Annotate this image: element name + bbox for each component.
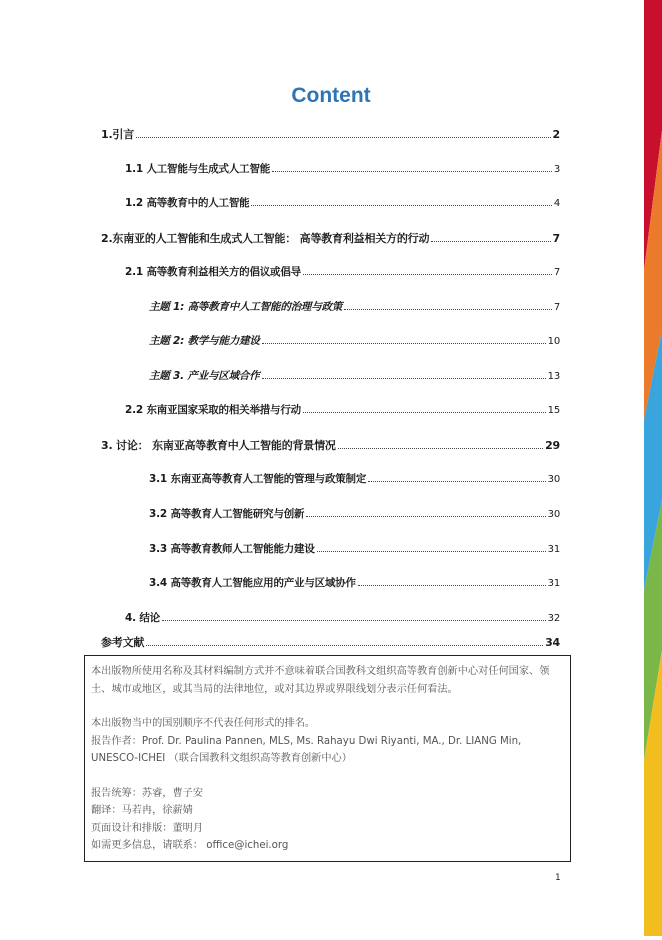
toc-entry-page: 34 <box>545 636 560 649</box>
toc-entry[interactable] <box>125 264 560 279</box>
toc-entry-label: 3.4 高等教育人工智能应用的产业与区域协作 <box>149 577 356 589</box>
toc-entry-label: 3. 讨论： 东南亚高等教育中人工智能的背景情况 <box>101 439 336 452</box>
toc-entry[interactable] <box>125 610 560 625</box>
toc-entry-label: 主题 3. 产业与区域合作 <box>149 370 260 382</box>
toc-entry[interactable] <box>101 634 560 650</box>
toc-entry-page: 2 <box>552 128 560 141</box>
page-number: 1 <box>555 873 561 883</box>
toc-entry-label: 1.1 人工智能与生成式人工智能 <box>125 163 271 175</box>
toc-leader <box>272 171 552 172</box>
toc-leader <box>306 516 545 517</box>
toc-leader <box>262 378 546 379</box>
toc-entry-page: 31 <box>547 578 560 589</box>
toc-entry-page: 29 <box>545 439 560 452</box>
toc-leader <box>303 412 546 413</box>
toc-entry-page: 13 <box>547 371 560 382</box>
ranking-note: 本出版物当中的国别顺序不代表任何形式的排名。 <box>91 718 316 729</box>
toc-entry-label: 2.2 东南亚国家采取的相关举措与行动 <box>125 404 301 416</box>
toc-entry-label: 3.1 东南亚高等教育人工智能的管理与政策制定 <box>149 473 367 485</box>
toc-entry[interactable] <box>149 299 560 314</box>
toc-leader <box>162 620 546 621</box>
toc-leader <box>146 645 543 646</box>
toc-leader <box>338 448 543 449</box>
toc-entry-page: 7 <box>553 267 560 278</box>
toc-entry-label: 3.3 高等教育教师人工智能能力建设 <box>149 543 315 555</box>
toc-leader <box>251 205 551 206</box>
toc-entry-page: 15 <box>547 405 560 416</box>
toc-entry[interactable] <box>149 575 560 590</box>
toc-entry-page: 31 <box>547 544 560 555</box>
toc-entry[interactable] <box>149 333 560 348</box>
disclaimer-text: 本出版物所使用名称及其材料编制方式并不意味着联合国教科文组织高等教育创新中心对任何国家、领土、城市或地区，或其当局的法律地位，或对其边界或界限线划分表示任何看法。 <box>91 666 550 695</box>
toc-entry-label: 2.东南亚的人工智能和生成式人工智能： 高等教育利益相关方的行动 <box>101 232 430 245</box>
toc-leader <box>358 585 546 586</box>
designer-line: 页面设计和排版：董明月 <box>91 822 204 834</box>
toc-entry[interactable] <box>125 195 560 210</box>
toc-entry-label: 1.2 高等教育中的人工智能 <box>125 197 250 209</box>
toc-entry-label: 1.引言 <box>101 128 135 141</box>
contact-line: 如需更多信息，请联系： office@ichei.org <box>91 840 289 851</box>
toc-leader <box>431 241 550 242</box>
toc-leader <box>136 137 550 138</box>
toc-entry-page: 7 <box>552 232 560 245</box>
toc-entry[interactable] <box>101 126 560 142</box>
toc-entry-label: 3.2 高等教育人工智能研究与创新 <box>149 508 305 520</box>
toc-entry-page: 7 <box>553 302 560 313</box>
page-title: Content <box>291 84 371 107</box>
toc-entry-page: 4 <box>553 198 560 209</box>
toc-leader <box>262 343 546 344</box>
toc-entry[interactable] <box>149 368 560 383</box>
translators-line: 翻译：马若冉，徐薪婧 <box>91 805 193 816</box>
toc-entry[interactable] <box>149 506 560 521</box>
toc-entry[interactable] <box>101 437 560 453</box>
authors-line: 报告作者：Prof. Dr. Paulina Pannen, MLS, Ms. Rahayu Dwi Riyanti, MA., Dr. LIANG Min, UNESCO-ICHEI （联合国教科文组织高等教育创新中心） <box>91 735 522 764</box>
toc-entry[interactable] <box>101 230 560 246</box>
color-strip-graphic <box>644 0 662 936</box>
toc-leader <box>344 309 552 310</box>
publication-notice-box <box>84 655 571 862</box>
toc-entry-page: 30 <box>547 474 560 485</box>
toc-entry[interactable] <box>125 161 560 176</box>
toc-entry[interactable] <box>149 471 560 486</box>
toc-entry[interactable] <box>125 402 560 417</box>
toc-leader <box>368 481 546 482</box>
toc-leader <box>303 274 552 275</box>
toc-leader <box>317 551 546 552</box>
toc-entry-page: 30 <box>547 509 560 520</box>
toc-entry-label: 参考文献 <box>101 636 145 649</box>
toc-entry-page: 10 <box>547 336 560 347</box>
coordinators-line: 报告统筹：苏睿，曹子安 <box>91 787 204 799</box>
toc-entry-label: 主题 1: 高等教育中人工智能的治理与政策 <box>149 301 343 313</box>
toc-entry[interactable] <box>149 541 560 556</box>
toc-entry-page: 32 <box>547 613 560 624</box>
toc-entry-label: 4. 结论 <box>125 612 160 624</box>
decorative-color-strip <box>644 0 662 936</box>
toc-entry-page: 3 <box>553 164 560 175</box>
toc-entry-label: 2.1 高等教育利益相关方的倡议或倡导 <box>125 266 301 278</box>
toc-entry-label: 主题 2: 教学与能力建设 <box>149 335 260 347</box>
